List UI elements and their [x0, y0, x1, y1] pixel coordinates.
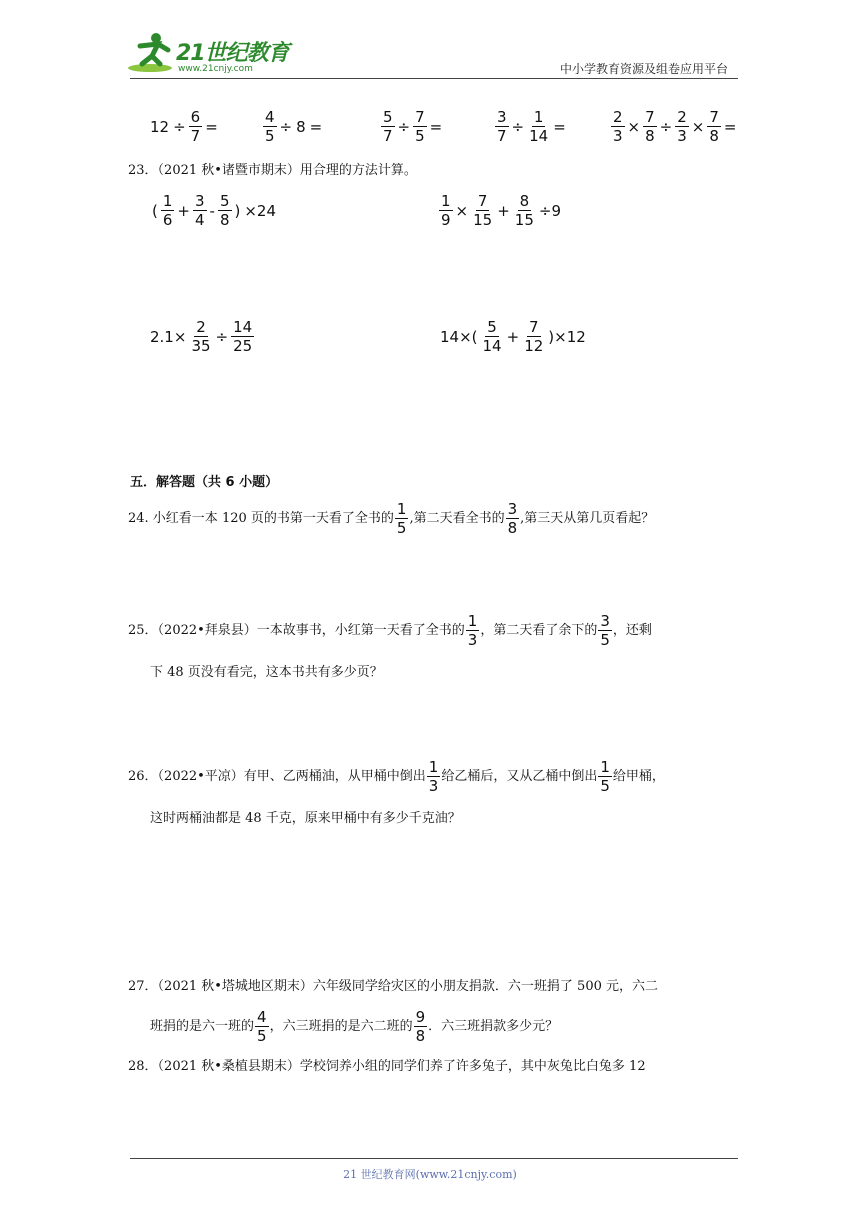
q23-expression — [150, 192, 278, 229]
q23-expression — [438, 318, 588, 355]
section-heading: 五．解答题（共 6 小题） — [130, 475, 279, 490]
expr-text: × — [691, 117, 705, 136]
expr-text: ÷ — [279, 117, 293, 136]
q23-text: 23．（2021 秋•诸暨市期末）用合理的方法计算。 — [128, 163, 417, 178]
expr-text: = — [205, 117, 218, 136]
expr-text: = — [309, 117, 323, 136]
expr-text: )×12 — [548, 327, 586, 346]
expr-text: ÷ — [215, 327, 229, 346]
fraction: $\frac{7}{8}$ — [645, 108, 655, 145]
q26-text: 26．（2022•平凉）有甲、乙两桶油，从甲桶中倒出 $\frac{1}{3}$ 给乙桶后，又从乙桶中倒出 $\frac{1}{5}$ 给甲桶， — [128, 758, 665, 795]
expr-text: ÷ — [511, 117, 525, 136]
fraction: $\frac{1}{5}$ — [600, 758, 610, 795]
fraction: $\frac{8}{15}$ — [514, 192, 534, 229]
expr-text: + — [177, 201, 190, 220]
fraction: $\frac{7}{15}$ — [473, 192, 493, 229]
runner-icon — [126, 30, 176, 76]
q25-text-line2: 下 48 页没有看完，这本书共有多少页？ — [150, 665, 383, 680]
logo-text: 21世纪教育 — [176, 41, 289, 66]
expr-text: ÷ — [659, 117, 673, 136]
expr-text: ) — [234, 201, 241, 220]
fraction: $\frac{7}{8}$ — [709, 108, 719, 145]
q22-expression — [148, 108, 220, 145]
footer-text: 21 世纪教育网(www.21cnjy.com) — [343, 1168, 517, 1181]
q25-text: 25．（2022•拜泉县）一本故事书，小红第一天看了全书的 $\frac{1}{3}$ ，第二天看了余下的 $\frac{3}{5}$ ，还剩 — [128, 612, 652, 649]
fraction: $\frac{1}{3}$ — [428, 758, 439, 795]
fraction: $\frac{6}{7}$ — [190, 108, 201, 145]
fraction: $\frac{1}{6}$ — [162, 192, 173, 229]
fraction: $\frac{7}{12}$ — [524, 318, 544, 355]
q27-text: 27．（2021 秋•塔城地区期末）六年级同学给灾区的小朋友捐款．六一班捐了 500 元，六二 — [128, 979, 659, 994]
logo-url: www.21cnjy.com — [178, 64, 253, 74]
fraction: $\frac{4}{5}$ — [265, 108, 275, 145]
expr-text: = — [723, 117, 737, 136]
fraction: $\frac{14}{25}$ — [233, 318, 253, 355]
q24-text: 24. 小红看一本 120 页的书第一天看了全书的 $\frac{1}{5}$ ,第二天看全书的 $\frac{3}{8}$ ,第三天从第几页看起？ — [128, 500, 655, 537]
q23-expression — [438, 192, 563, 229]
expr-text: - — [209, 201, 215, 220]
fraction: $\frac{1}{14}$ — [529, 108, 549, 145]
expr-text: + — [497, 201, 510, 220]
fraction: $\frac{4}{5}$ — [257, 1008, 267, 1045]
fraction: $\frac{5}{14}$ — [482, 318, 502, 355]
expr-text: = — [429, 117, 443, 136]
expr-text: ÷ — [173, 117, 186, 136]
expr-text: 14×( — [440, 327, 478, 346]
fraction: $\frac{1}{3}$ — [467, 612, 478, 649]
fraction: $\frac{5}{7}$ — [383, 108, 393, 145]
expr-text: ×24 — [244, 201, 277, 220]
q22-expression — [380, 108, 444, 145]
expr-text: 8 — [296, 117, 306, 136]
q22-expression — [262, 108, 324, 145]
expr-text: 2.1× — [150, 327, 187, 346]
q27-text-line2: 班捐的是六一班的 $\frac{4}{5}$ ，六三班捐的是六二班的 $\frac{9}{8}$ ．六三班捐款多少元？ — [150, 1008, 559, 1045]
fraction: $\frac{1}{9}$ — [441, 192, 451, 229]
fraction: $\frac{2}{35}$ — [191, 318, 211, 355]
footer-divider — [130, 1158, 738, 1159]
fraction: $\frac{3}{4}$ — [194, 192, 205, 229]
q22-expression — [610, 108, 739, 145]
fraction: $\frac{9}{8}$ — [415, 1008, 426, 1045]
q28-text: 28．（2021 秋•桑植县期末）学校饲养小组的同学们养了许多兔子，其中灰兔比白兔多 12 — [128, 1059, 646, 1074]
q22-expression — [494, 108, 568, 145]
expr-text: = — [553, 117, 566, 136]
fraction: $\frac{2}{3}$ — [613, 108, 623, 145]
q26-text-line2: 这时两桶油都是 48 千克，原来甲桶中有多少千克油？ — [150, 811, 461, 826]
fraction: $\frac{3}{7}$ — [497, 108, 507, 145]
fraction: $\frac{3}{5}$ — [600, 612, 610, 649]
expr-text: ÷9 — [538, 201, 562, 220]
expr-text: + — [506, 327, 520, 346]
expr-text: × — [627, 117, 641, 136]
q23-expression — [148, 318, 255, 355]
fraction: $\frac{5}{8}$ — [219, 192, 230, 229]
fraction: $\frac{2}{3}$ — [677, 108, 687, 145]
expr-text: × — [455, 201, 469, 220]
fraction: $\frac{3}{8}$ — [507, 500, 518, 537]
fraction: $\frac{7}{5}$ — [415, 108, 425, 145]
expr-text: 12 — [150, 117, 170, 136]
fraction: $\frac{1}{5}$ — [396, 500, 407, 537]
expr-text: ÷ — [397, 117, 411, 136]
header-platform-text: 中小学教育资源及组卷应用平台 — [559, 62, 728, 76]
expr-text: ( — [152, 201, 158, 220]
header-divider — [130, 78, 738, 79]
